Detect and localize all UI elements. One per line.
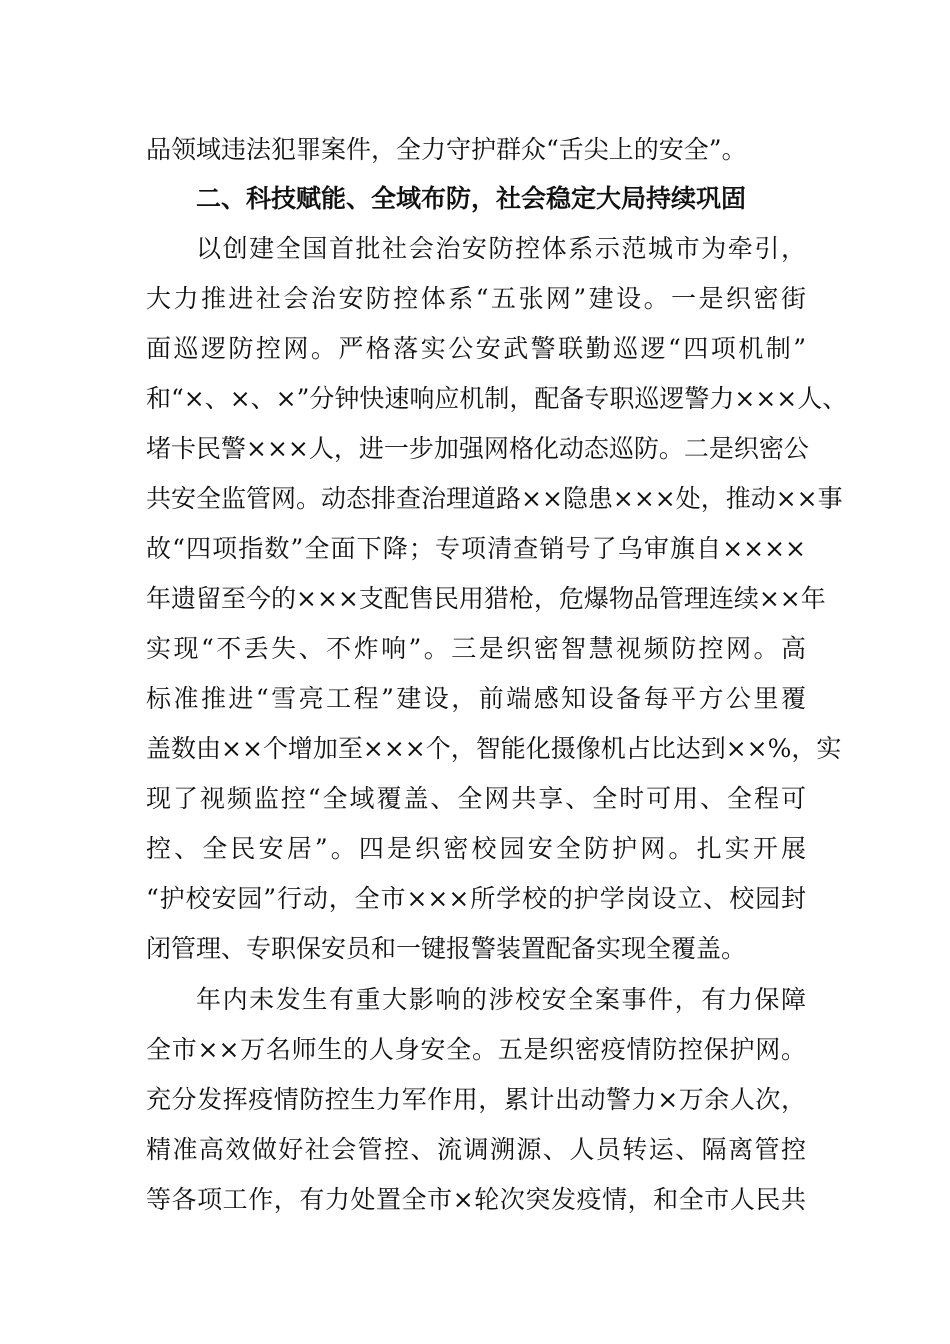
paragraph-line: 和“×、×、×”分钟快速响应机制，配备专职巡逻警力×××人、	[146, 384, 848, 413]
paragraph-line: “护校安园”行动，全市×××所学校的护学岗设立、校园封	[146, 884, 806, 913]
paragraph-line: 控、全民安居”。四是织密校园安全防护网。扎实开展	[146, 834, 806, 863]
paragraph-line: 共安全监管网。动态排查治理道路××隐患×××处，推动××事	[146, 484, 843, 513]
paragraph-line: 堵卡民警×××人，进一步加强网格化动态巡防。二是织密公	[146, 434, 809, 463]
paragraph-line: 故“四项指数”全面下降；专项清查销号了乌审旗自××××	[146, 534, 806, 563]
paragraph-line: 充分发挥疫情防控生力军作用，累计出动警力×万余人次，	[146, 1085, 806, 1114]
paragraph-line: 以创建全国首批社会治安防控体系示范城市为牵引，	[196, 234, 806, 263]
paragraph-line: 年内未发生有重大影响的涉校安全案事件，有力保障	[196, 985, 806, 1014]
paragraph-line: 等各项工作，有力处置全市×轮次突发疫情，和全市人民共	[146, 1185, 806, 1214]
paragraph-line: 面巡逻防控网。严格落实公安武警联勤巡逻“四项机制”	[146, 334, 806, 363]
section-heading: 二、科技赋能、全域布防，社会稳定大局持续巩固	[196, 184, 747, 213]
paragraph-line: 大力推进社会治安防控体系“五张网”建设。一是织密街	[146, 284, 806, 313]
paragraph-line: 实现“不丢失、不炸响”。三是织密智慧视频防控网。高	[146, 634, 806, 663]
paragraph-line: 盖数由××个增加至×××个，智能化摄像机占比达到××%，实	[146, 734, 842, 763]
paragraph-line: 全市××万名师生的人身安全。五是织密疫情防控保护网。	[146, 1035, 806, 1064]
paragraph-line: 标准推进“雪亮工程”建设，前端感知设备每平方公里覆	[146, 684, 806, 713]
paragraph-line: 现了视频监控“全域覆盖、全网共享、全时可用、全程可	[146, 784, 806, 813]
paragraph-line: 精准高效做好社会管控、流调溯源、人员转运、隔离管控	[146, 1135, 806, 1164]
paragraph-line: 年遗留至今的×××支配售民用猎枪，危爆物品管理连续××年	[146, 584, 826, 613]
paragraph-line: 闭管理、专职保安员和一键报警装置配备实现全覆盖。	[146, 934, 747, 963]
text-line: 品领域违法犯罪案件，全力守护群众“舌尖上的安全”。	[146, 135, 747, 164]
